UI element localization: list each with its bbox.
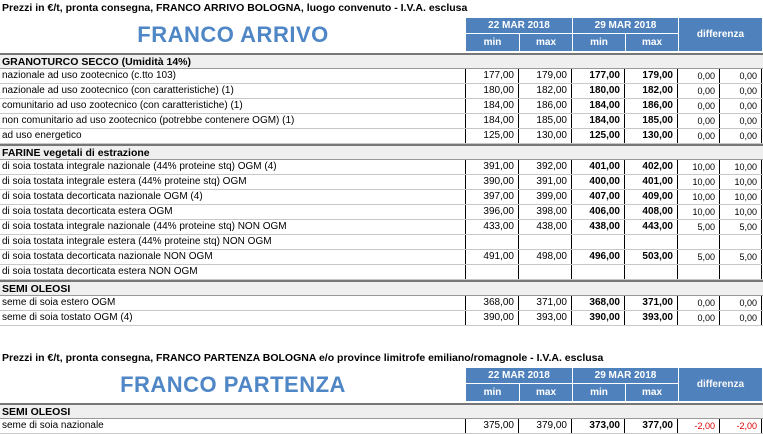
cell-diff-max: 5,00 (720, 250, 762, 264)
table-row (0, 311, 763, 326)
arrivo-title: FRANCO ARRIVO (137, 22, 329, 47)
cell-diff-min (678, 235, 720, 249)
cell-min-prev: 391,00 (466, 160, 519, 174)
section-title: SEMI OLEOSI (0, 280, 763, 296)
cell-max-curr: 186,00 (625, 99, 678, 113)
cell-diff-min: 0,00 (678, 129, 720, 143)
cell-min-prev: 433,00 (466, 220, 519, 234)
cell-diff-max: 10,00 (720, 205, 762, 219)
row-label: di soia tostata decorticata estera NON OGM (0, 265, 466, 279)
cell-max-curr: 179,00 (625, 69, 678, 83)
cell-min-curr: 180,00 (572, 84, 625, 98)
arrivo-caption: Prezzi in €/t, pronta consegna, FRANCO ARRIVO BOLOGNA, luogo convenuto - I.V.A. esclusa (2, 2, 468, 14)
arrivo-date1: 22 MAR 2018 (466, 18, 572, 34)
section-title: SEMI OLEOSI (0, 403, 763, 419)
partenza-date1: 22 MAR 2018 (466, 368, 572, 384)
row-label: di soia tostata integrale nazionale (44% proteine stq) NON OGM (0, 220, 466, 234)
cell-max-prev: 186,00 (519, 99, 572, 113)
cell-diff-min: -2,00 (678, 419, 720, 433)
partenza-min2: min (572, 384, 625, 401)
cell-min-prev (466, 235, 519, 249)
cell-diff-min (678, 265, 720, 279)
table-row (0, 190, 763, 205)
cell-diff-max: 10,00 (720, 175, 762, 189)
cell-min-curr: 401,00 (572, 160, 625, 174)
cell-max-prev: 371,00 (519, 296, 572, 310)
cell-diff-min: 0,00 (678, 69, 720, 83)
cell-max-prev: 438,00 (519, 220, 572, 234)
row-label: di soia tostata decorticata nazionale OGM (4) (0, 190, 466, 204)
cell-diff-min: 10,00 (678, 160, 720, 174)
cell-diff-max: -2,00 (720, 419, 762, 433)
cell-diff-min: 5,00 (678, 250, 720, 264)
table-row (0, 220, 763, 235)
cell-min-prev: 180,00 (466, 84, 519, 98)
cell-min-prev: 125,00 (466, 129, 519, 143)
cell-min-curr: 184,00 (572, 99, 625, 113)
cell-min-prev: 390,00 (466, 175, 519, 189)
cell-diff-max (720, 235, 762, 249)
cell-min-prev: 396,00 (466, 205, 519, 219)
cell-min-curr: 407,00 (572, 190, 625, 204)
section-title: GRANOTURCO SECCO (Umidità 14%) (0, 53, 763, 69)
table-row (0, 114, 763, 129)
arrivo-header (0, 18, 763, 51)
cell-max-curr: 185,00 (625, 114, 678, 128)
partenza-date2: 29 MAR 2018 (572, 368, 678, 384)
cell-diff-max: 0,00 (720, 84, 762, 98)
cell-min-curr: 390,00 (572, 311, 625, 325)
cell-max-curr: 182,00 (625, 84, 678, 98)
cell-diff-max: 5,00 (720, 220, 762, 234)
cell-max-curr: 130,00 (625, 129, 678, 143)
cell-max-curr: 401,00 (625, 175, 678, 189)
table-row (0, 265, 763, 280)
cell-diff-max: 0,00 (720, 69, 762, 83)
cell-max-prev: 393,00 (519, 311, 572, 325)
cell-max-prev (519, 265, 572, 279)
arrivo-min1: min (466, 34, 519, 51)
cell-max-curr: 393,00 (625, 311, 678, 325)
cell-min-curr (572, 235, 625, 249)
cell-min-curr: 400,00 (572, 175, 625, 189)
cell-max-curr: 503,00 (625, 250, 678, 264)
cell-max-prev: 398,00 (519, 205, 572, 219)
row-label: nazionale ad uso zootecnico (con caratteristiche) (1) (0, 84, 466, 98)
cell-max-prev: 185,00 (519, 114, 572, 128)
table-row (0, 99, 763, 114)
row-label: di soia tostata integrale estera (44% proteine stq) OGM (0, 175, 466, 189)
arrivo-max1: max (519, 34, 572, 51)
cell-max-curr: 402,00 (625, 160, 678, 174)
cell-min-curr: 368,00 (572, 296, 625, 310)
cell-diff-min: 0,00 (678, 99, 720, 113)
cell-diff-min: 0,00 (678, 311, 720, 325)
cell-diff-min: 10,00 (678, 190, 720, 204)
row-label: ad uso energetico (0, 129, 466, 143)
arrivo-min2: min (572, 34, 625, 51)
cell-max-curr: 371,00 (625, 296, 678, 310)
cell-diff-min: 0,00 (678, 114, 720, 128)
cell-diff-max: 0,00 (720, 99, 762, 113)
cell-min-curr: 184,00 (572, 114, 625, 128)
partenza-max1: max (519, 384, 572, 401)
cell-max-curr: 409,00 (625, 190, 678, 204)
cell-diff-min: 0,00 (678, 296, 720, 310)
cell-min-curr: 406,00 (572, 205, 625, 219)
cell-max-curr: 408,00 (625, 205, 678, 219)
cell-max-prev: 498,00 (519, 250, 572, 264)
partenza-max2: max (625, 384, 678, 401)
cell-max-curr: 443,00 (625, 220, 678, 234)
cell-diff-max: 10,00 (720, 190, 762, 204)
table-row (0, 296, 763, 311)
cell-min-prev: 491,00 (466, 250, 519, 264)
cell-max-prev: 130,00 (519, 129, 572, 143)
row-label: nazionale ad uso zootecnico (c.tto 103) (0, 69, 466, 83)
row-label: di soia tostata integrale nazionale (44% proteine stq) OGM (4) (0, 160, 466, 174)
cell-diff-max (720, 265, 762, 279)
cell-min-curr: 438,00 (572, 220, 625, 234)
cell-min-curr: 373,00 (572, 419, 625, 433)
cell-min-prev: 397,00 (466, 190, 519, 204)
cell-min-prev (466, 265, 519, 279)
cell-max-prev (519, 235, 572, 249)
cell-max-prev: 182,00 (519, 84, 572, 98)
cell-min-curr (572, 265, 625, 279)
cell-min-curr: 125,00 (572, 129, 625, 143)
cell-min-prev: 184,00 (466, 99, 519, 113)
section-title: FARINE vegetali di estrazione (0, 144, 763, 160)
cell-min-prev: 368,00 (466, 296, 519, 310)
partenza-min1: min (466, 384, 519, 401)
table-row (0, 235, 763, 250)
partenza-caption: Prezzi in €/t, pronta consegna, FRANCO PARTENZA BOLOGNA e/o province limitrofe emiliano/romagnole - I.V.A. esclusa (2, 352, 604, 364)
table-row (0, 84, 763, 99)
cell-diff-max: 0,00 (720, 129, 762, 143)
cell-min-prev: 375,00 (466, 419, 519, 433)
cell-diff-min: 0,00 (678, 84, 720, 98)
table-row (0, 205, 763, 220)
cell-max-prev: 392,00 (519, 160, 572, 174)
row-label: non comunitario ad uso zootecnico (potrebbe contenere OGM) (1) (0, 114, 466, 128)
row-label: seme di soia tostato OGM (4) (0, 311, 466, 325)
cell-diff-max: 10,00 (720, 160, 762, 174)
cell-diff-min: 10,00 (678, 205, 720, 219)
table-row (0, 175, 763, 190)
cell-diff-min: 5,00 (678, 220, 720, 234)
partenza-title: FRANCO PARTENZA (120, 372, 346, 397)
cell-min-curr: 496,00 (572, 250, 625, 264)
row-label: di soia tostata integrale estera (44% proteine stq) NON OGM (0, 235, 466, 249)
cell-min-prev: 177,00 (466, 69, 519, 83)
table-row (0, 129, 763, 144)
cell-max-curr (625, 265, 678, 279)
row-label: seme di soia nazionale (0, 419, 466, 433)
cell-max-prev: 179,00 (519, 69, 572, 83)
cell-min-prev: 390,00 (466, 311, 519, 325)
cell-diff-max: 0,00 (720, 296, 762, 310)
cell-diff-min: 10,00 (678, 175, 720, 189)
cell-max-curr: 377,00 (625, 419, 678, 433)
row-label: di soia tostata decorticata nazionale NON OGM (0, 250, 466, 264)
arrivo-max2: max (625, 34, 678, 51)
table-row (0, 419, 763, 434)
table-row (0, 160, 763, 175)
row-label: comunitario ad uso zootecnico (con caratteristiche) (1) (0, 99, 466, 113)
cell-diff-max: 0,00 (720, 311, 762, 325)
row-label: seme di soia estero OGM (0, 296, 466, 310)
arrivo-diff-header: differenza (678, 18, 762, 51)
cell-max-curr (625, 235, 678, 249)
partenza-diff-header: differenza (678, 368, 762, 401)
cell-max-prev: 391,00 (519, 175, 572, 189)
cell-min-curr: 177,00 (572, 69, 625, 83)
table-row (0, 250, 763, 265)
arrivo-date2: 29 MAR 2018 (572, 18, 678, 34)
cell-max-prev: 399,00 (519, 190, 572, 204)
table-row (0, 69, 763, 84)
cell-max-prev: 379,00 (519, 419, 572, 433)
row-label: di soia tostata decorticata estera OGM (0, 205, 466, 219)
cell-min-prev: 184,00 (466, 114, 519, 128)
partenza-header (0, 368, 763, 401)
cell-diff-max: 0,00 (720, 114, 762, 128)
